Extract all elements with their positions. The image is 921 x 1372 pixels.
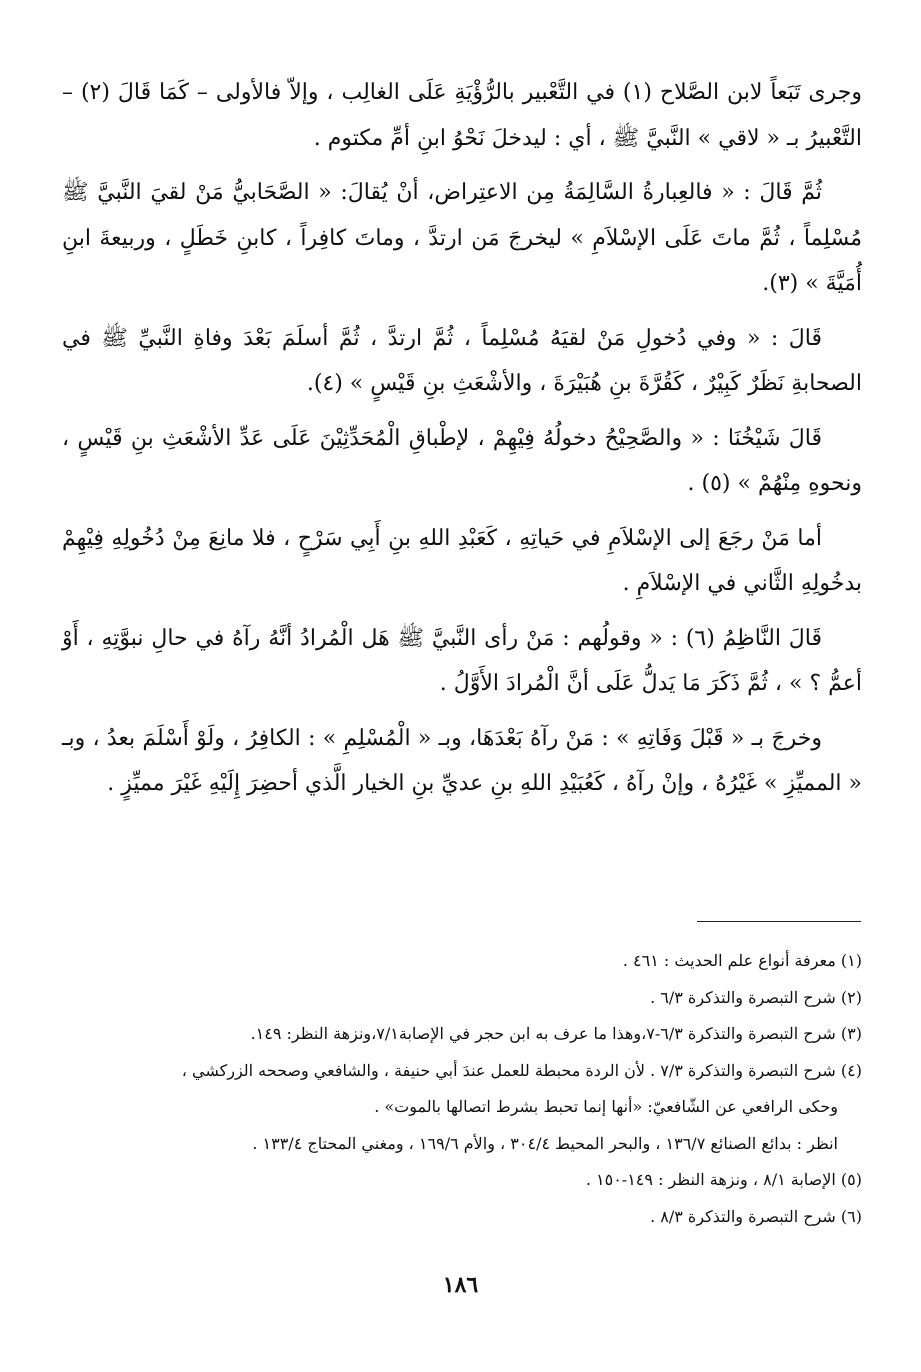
paragraph-3: قَالَ : « وفي دُخولِ مَنْ لقيَهُ مُسْلِماً ، ثُمَّ ارتدَّ ، ثُمَّ أسلَمَ بَعْدَ وفاةِ النَّبيِّ ﷺ في الصحابةِ نَظَرٌ كَبِيْرٌ ، كَقُرَّةَ بنِ هُبَيْرَةَ ، والأشْعَثِ بنِ قَيْسٍ » (٤). [62, 325, 862, 396]
footnote-4-references: انظر : بدائع الصنائع ١٣٦/٧ ، والبحر المحيط ٣٠٤/٤ ، والأم ١٦٩/٦ ، ومغني المحتاج ١٣٣/٤ . [252, 1133, 838, 1153]
paragraph-4: قَالَ شَيْخُنَا : « والصَّحِيْحُ دخولُهُ فِيْهِمْ ، لإطْباقِ الْمُحَدِّثِيْنَ عَلَى عَدِّ الأشْعَثِ بنِ قَيْسٍ ، ونحوهِ مِنْهُمْ » (٥) . [62, 425, 862, 496]
footnote-6: (٦) شرح التبصرة والتذكرة ٨/٣ . [650, 1206, 862, 1226]
footnotes [62, 943, 862, 1235]
footnote-3: (٣) شرح التبصرة والتذكرة ٦/٣-٧،وهذا ما عرف به ابن حجر في الإصابة٧/١،ونزهة النظر: ١٤٩. [250, 1024, 862, 1043]
page-number: ١٨٦ [442, 1272, 479, 1298]
paragraph-6: قَالَ النَّاظِمُ (٦) : « وقولُهم : مَنْ رأى النَّبيَّ ﷺ هَل الْمُرادُ أنَّهُ رآهُ في حالِ نبوَّتِهِ ، أَوْ أعمُّ ؟ » ، ثُمَّ ذَكَرَ مَا يَدلُّ عَلَى أنَّ الْمُرادَ الأَوَّلُ . [62, 625, 862, 696]
paragraph-7: وخرجَ بـ « قَبْلَ وَفَاتِهِ » : مَنْ رآهُ بَعْدَهَا، وبـ « الْمُسْلِمِ » : الكافِرُ ، ولَوْ أَسْلَمَ بعدُ ، وبـ « المميِّزِ » غَيْرُهُ ، وإنْ رآهُ ، كَعُبَيْدِ اللهِ بنِ عديِّ بنِ الخيار الَّذي أحضِرَ إِلَيْهِ غَيْرَ مميِّزٍ . [62, 725, 862, 796]
main-text [62, 70, 862, 816]
footnote-2: (٢) شرح التبصرة والتذكرة ٦/٣ . [650, 987, 862, 1007]
footnote-1: (١) معرفة أنواع علم الحديث : ٤٦١ . [622, 951, 862, 970]
footnote-separator [697, 921, 861, 922]
footnote-4: (٤) شرح التبصرة والتذكرة ٧/٣ . لأن الردة محبطة للعمل عندَ أبي حنيفة ، والشافعي وصححه الزركشي ، [181, 1060, 862, 1080]
paragraph-5: أما مَنْ رجَعَ إلى الإسْلاَمِ في حَياتِهِ ، كَعَبْدِ اللهِ بنِ أَبِي سَرْحٍ ، فلا مانِعَ مِنْ دُخُولِهِ فِيْهِمْ بدخُولِهِ الثَّاني في الإسْلاَمِ . [62, 525, 862, 596]
footnote-4-continuation: وحكى الرافعي عن الشّافعيّ: «أنها إنما تحبط بشرط اتصالها بالموت» . [374, 1097, 838, 1116]
paragraph-1: وجرى تَبَعاً لابن الصَّلاح (١) في التَّعْبير بالرُّؤْيَةِ عَلَى الغالِب ، وإلاّ فالأولى – كَمَا قَالَ (٢) – التَّعْبيرُ بـ « لاقي » النَّبيَّ ﷺ ، أي : ليدخلَ نَحْوُ ابنِ أمِّ مكتوم . [62, 80, 863, 151]
paragraph-2: ثُمَّ قَالَ : « فالعِبارةُ السَّالِمَةُ مِن الاعتِراض، أنْ يُقالَ: « الصَّحَابيُّ مَنْ لقيَ النَّبيَّ ﷺ مُسْلِماً ، ثُمَّ ماتَ عَلَى الإسْلاَمِ » ليخرجَ مَن ارتدَّ ، وماتَ كافِراً ، كابنِ خَطَلٍ ، وربيعةَ ابنِ أُمَيَّةَ » (٣). [62, 180, 862, 296]
footnote-5: (٥) الإصابة ٨/١ ، ونزهة النظر : ١٤٩-١٥٠ . [585, 1170, 862, 1189]
